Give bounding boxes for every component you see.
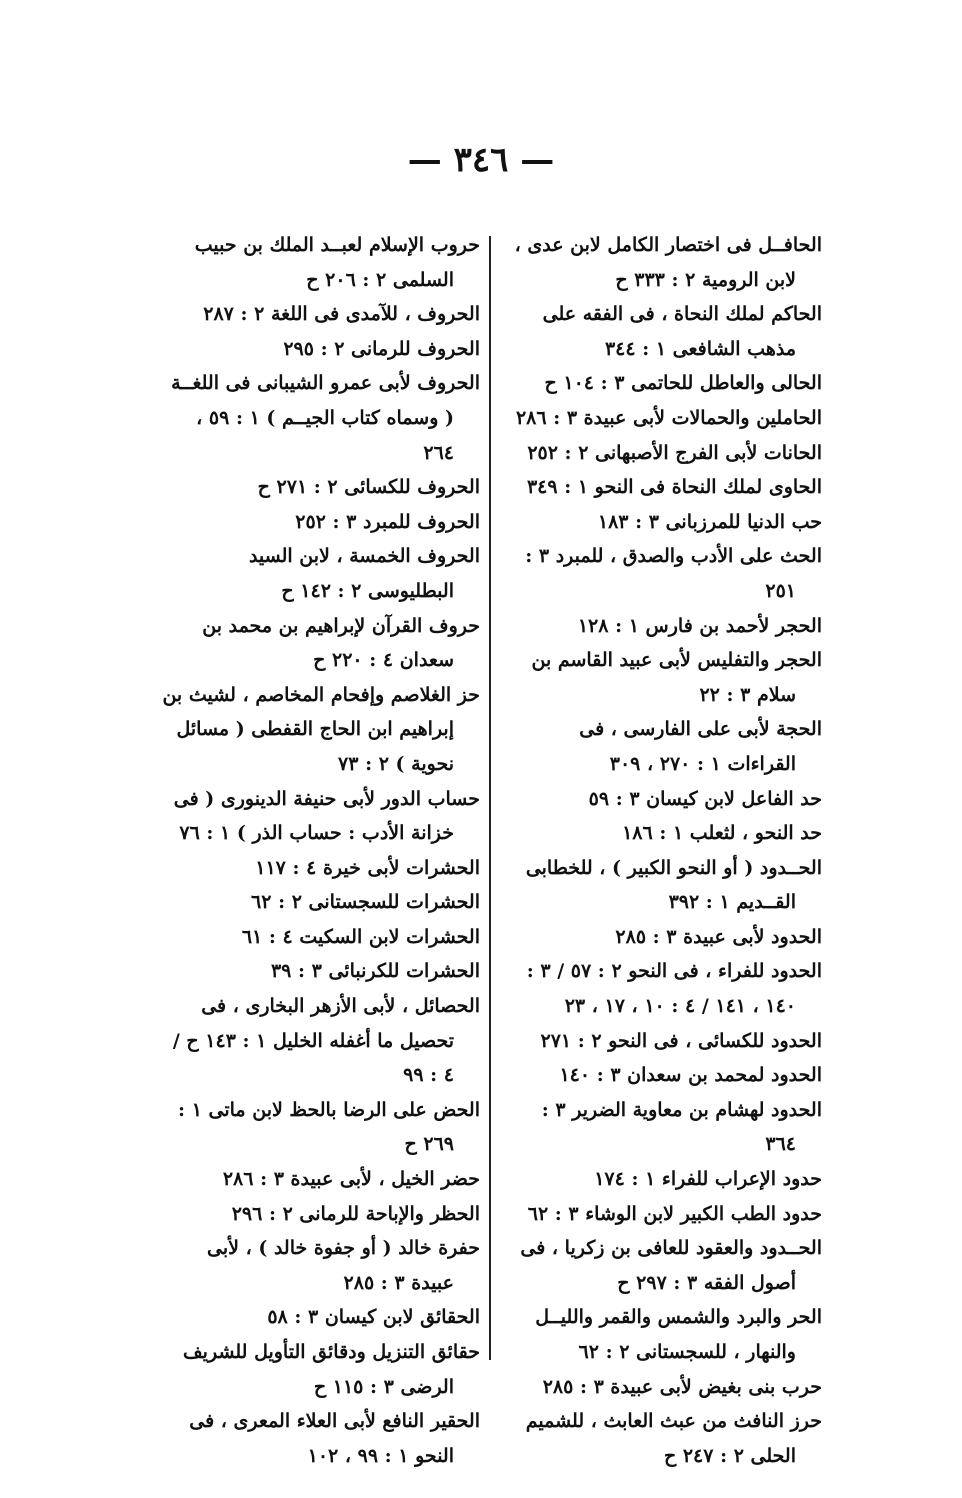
index-entry: حضر الخيل ، لأبى عبيدة ٣ : ٢٨٦: [222, 1168, 480, 1191]
index-entry: الحصائل ، لأبى الأزهر البخارى ، فى تحصيل ما أغفله الخليل ١ : ١٤٣ ح / ٤ : ٩٩: [172, 995, 480, 1087]
index-entry: الحر والبرد والشمس والقمر والليــل والنهار ، للسجستانى ٢ : ٦٢: [535, 1306, 822, 1363]
index-entry: الحاملين والحمالات لأبى عبيدة ٣ : ٢٨٦: [515, 406, 822, 429]
index-column-left: [160, 228, 480, 1473]
index-entry: الحشرات للكرنبائى ٣ : ٣٩: [270, 960, 480, 983]
index-entry: الحث على الأدب والصدق ، للمبرد ٣ : ٢٥١: [525, 545, 822, 602]
index-entry: الحجة لأبى على الفارسى ، فى القراءات ١ : ٢٧٠ ، ٣٠٩: [579, 718, 822, 775]
index-entry: الحدود لمحمد بن سعدان ٣ : ١٤٠: [559, 1064, 822, 1087]
index-entry: الحض على الرضا بالحظ لابن ماتى ١ : ٢٦٩ ح: [178, 1098, 480, 1156]
index-entry: حدود الطب الكبير لابن الوشاء ٣ : ٦٢: [527, 1202, 822, 1225]
index-entry: الحقير النافع لأبى العلاء المعرى ، فى النحو ١ : ٩٩ ، ١٠٢: [189, 1410, 480, 1467]
index-entry: الحدود لهشام بن معاوية الضرير ٣ : ٣٦٤: [541, 1098, 822, 1156]
index-entry: الحروف ، للآمدى فى اللغة ٢ : ٢٨٧: [203, 303, 480, 326]
index-entry: الحشرات لأبى خيرة ٤ : ١١٧: [255, 856, 480, 879]
index-entry: الحافــل فى اختصار الكامل لابن عدى ، لابن الرومية ٢ : ٣٣٣ ح: [514, 234, 822, 291]
index-entry: الحجر لأحمد بن فارس ١ : ١٢٨: [577, 614, 822, 637]
index-entry: الحانات لأبى الفرج الأصبهانى ٢ : ٢٥٢: [527, 441, 822, 464]
index-entry: حروف القرآن لإبراهيم بن محمد بن سعدان ٤ : ٢٢٠ ح: [202, 614, 480, 672]
index-entry: الحدود للكسائى ، فى النحو ٢ : ٢٧١: [540, 1029, 822, 1052]
index-entry: الحروف للرمانى ٢ : ٢٩٥: [283, 337, 480, 360]
index-entry: حد الفاعل لابن كيسان ٣ : ٥٩: [588, 787, 822, 810]
index-entry: حد النحو ، لثعلب ١ : ١٨٦: [622, 822, 822, 845]
index-entry: حساب الدور لأبى حنيفة الدينورى ( فى خزانة الأدب : حساب الذر ) ١ : ٧٦: [173, 787, 480, 845]
index-entry: الحظر والإباحة للرمانى ٢ : ٢٩٦: [231, 1202, 480, 1225]
index-entry: حروب الإسلام لعبــد الملك بن حبيب السلمى ٢ : ٢٠٦ ح: [194, 234, 480, 291]
index-entry: حقائق التنزيل ودقائق التأويل للشريف الرضى ٣ : ١١٥ ح: [183, 1341, 480, 1398]
index-entry: الحروف لأبى عمرو الشيبانى فى اللغــة ( وسماه كتاب الجيــم ) ١ : ٥٩ ، ٢٦٤: [171, 372, 480, 464]
index-entry: الحشرات للسجستانى ٢ : ٦٢: [251, 891, 480, 914]
index-entry: حرب بنى بغيض لأبى عبيدة ٣ : ٢٨٥: [542, 1375, 822, 1398]
index-entry: الحروف للمبرد ٣ : ٢٥٢: [295, 510, 480, 533]
index-entry: حرز النافث من عبث العابث ، للشميم الحلى ٢ : ٢٤٧ ح: [525, 1410, 822, 1467]
index-entry: الحاوى لملك النحاة فى النحو ١ : ٣٤٩: [526, 476, 822, 499]
index-entry: الحجر والتفليس لأبى عبيد القاسم بن سلام ٣ : ٢٢: [531, 649, 822, 706]
index-entry: حدود الإعراب للفراء ١ : ١٧٤: [594, 1168, 822, 1191]
page-number: — ٣٤٦ —: [407, 140, 555, 180]
index-entry: الحروف الخمسة ، لابن السيد البطليوسى ٢ : ١٤٢ ح: [248, 545, 480, 602]
index-entry: الحقائق لابن كيسان ٣ : ٥٨: [267, 1306, 480, 1329]
index-entry: حب الدنيا للمرزبانى ٣ : ١٨٣: [597, 510, 822, 533]
index-entry: حز الغلاصم وإفحام المخاصم ، لشيث بن إبراهيم ابن الحاج القفطى ( مسائل نحوية ) ٢ : ٧٣: [162, 683, 480, 775]
index-entry: الحدود لأبى عبيدة ٣ : ٢٨٥: [615, 925, 822, 948]
index-entry: الحالى والعاطل للحاتمى ٣ : ١٠٤ ح: [544, 372, 822, 395]
index-entry: الحروف للكسائى ٢ : ٢٧١ ح: [257, 476, 480, 499]
index-entry: الحاكم لملك النحاة ، فى الفقه على مذهب الشافعى ١ : ٣٤٤: [542, 303, 822, 360]
index-entry: الحشرات لابن السكيت ٤ : ٦١: [241, 925, 480, 948]
column-divider: [489, 236, 491, 1360]
index-entry: الحــدود والعقود للعافى بن زكريا ، فى أصول الفقه ٣ : ٢٩٧ ح: [520, 1237, 822, 1294]
index-column-right: [506, 228, 822, 1473]
index-entry: الحدود للفراء ، فى النحو ٢ : ٥٧ / ٣ : ١٤٠ ، ١٤١ / ٤ : ١٠ ، ١٧ ، ٢٣: [526, 960, 822, 1018]
index-entry: حفرة خالد ( أو جفوة خالد ) ، لأبى عبيدة ٣ : ٢٨٥: [207, 1237, 480, 1294]
index-entry: الحــدود ( أو النحو الكبير ) ، للخطابى القــديم ١ : ٣٩٢: [525, 856, 822, 914]
